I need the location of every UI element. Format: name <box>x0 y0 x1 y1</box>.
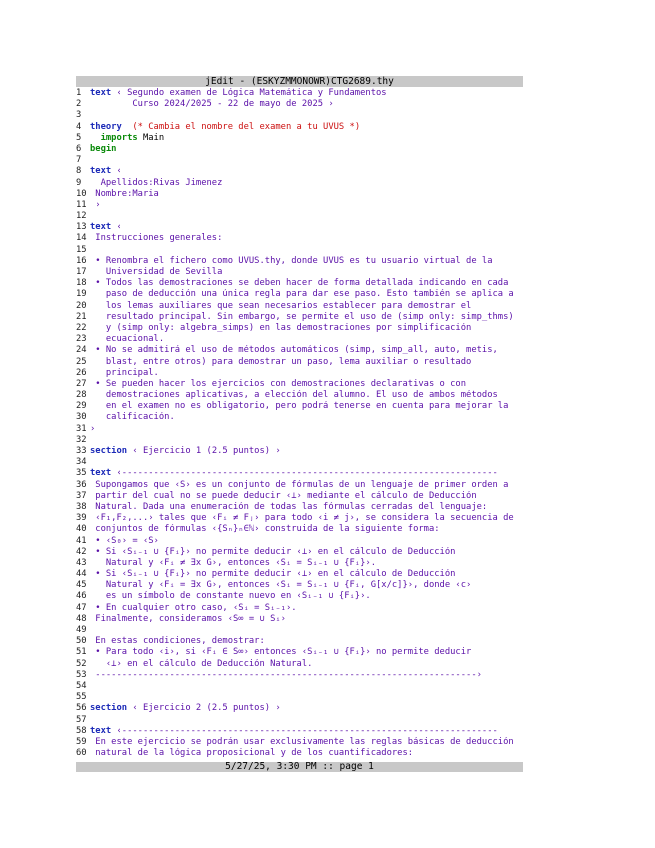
code-token: › <box>90 423 96 434</box>
code-token: • No se admitirá el uso de métodos automáticos (simp, simp_all, auto, metis, <box>90 345 498 356</box>
line-text <box>90 334 164 344</box>
line-text <box>90 278 508 288</box>
line-number: 20 <box>76 300 87 311</box>
code-token: Nombre:Maria <box>90 188 159 199</box>
line-text <box>90 323 471 333</box>
line-text <box>90 502 487 512</box>
code-line <box>76 536 523 547</box>
code-line <box>76 334 523 345</box>
line-text <box>90 614 286 624</box>
code-line <box>76 457 523 468</box>
line-number: 22 <box>76 322 87 333</box>
line-number: 42 <box>76 546 87 557</box>
code-token: ‹----------------------------------------------------------------------- <box>111 468 498 479</box>
line-number: 54 <box>76 680 87 691</box>
line-number: 33 <box>76 446 87 456</box>
line-number: 60 <box>76 748 87 759</box>
code-line <box>76 603 523 614</box>
code-token: ‹ <box>111 222 122 233</box>
line-number: 36 <box>76 479 87 490</box>
code-line <box>76 670 523 681</box>
code-token: resultado principal. Sin embargo, se permite el uso de (simp only: simp_thms) <box>90 311 514 322</box>
line-text <box>90 144 116 154</box>
line-text <box>90 424 95 434</box>
code-line <box>76 133 523 144</box>
code-token: Main <box>137 132 165 143</box>
line-number: 41 <box>76 535 87 546</box>
line-number: 52 <box>76 658 87 669</box>
code-token: • Si ‹Sᵢ₋₁ ∪ {Fᵢ}› no permite deducir ‹⊥› en el cálculo de Deducción <box>90 546 456 557</box>
code-line <box>76 614 523 625</box>
code-token: ‹ <box>111 166 122 177</box>
code-token: ‹ Segundo examen de Lógica Matemática y Fundamentos <box>111 88 387 98</box>
code-line <box>76 636 523 647</box>
code-token: blast, entre otros) para demostrar un paso, lema auxiliar o resultado <box>90 356 472 367</box>
code-line <box>76 569 523 580</box>
code-line <box>76 122 523 133</box>
line-text <box>90 256 493 266</box>
code-line <box>76 200 523 211</box>
line-number: 13 <box>76 222 87 233</box>
line-number: 16 <box>76 255 87 266</box>
line-text <box>90 524 440 534</box>
line-number: 44 <box>76 569 87 580</box>
line-number: 2 <box>76 99 82 110</box>
code-line <box>76 726 523 737</box>
line-text <box>90 390 498 400</box>
code-token: ‹----------------------------------------------------------------------- <box>111 725 498 736</box>
line-number: 43 <box>76 557 87 568</box>
page-footer: 5/27/25, 3:30 PM :: page 1 <box>76 762 523 772</box>
code-token: Supongamos que ‹S› es un conjunto de fórmulas de un lenguaje de primer orden a <box>90 479 509 490</box>
code-line <box>76 737 523 748</box>
code-token: ‹ Ejercicio 2 (2.5 puntos) › <box>127 703 281 714</box>
code-token: Apellidos:Rivas Jimenez <box>90 177 223 188</box>
code-token: Natural. Dada una enumeración de todas las fórmulas cerradas del lenguaje: <box>90 501 488 512</box>
code-line <box>76 480 523 491</box>
code-line <box>76 524 523 535</box>
code-token: • Se pueden hacer los ejercicios con demostraciones declarativas o con <box>90 378 467 389</box>
line-text <box>90 558 376 568</box>
line-text <box>90 468 498 478</box>
line-text <box>90 222 122 232</box>
window-title: jEdit - (ESKYZMMONOWR)CTG2689.thy <box>76 76 523 87</box>
code-line <box>76 659 523 670</box>
line-text <box>90 133 164 143</box>
code-line <box>76 547 523 558</box>
code-token: ------------------------------------------------------------------------› <box>90 669 482 680</box>
line-text <box>90 357 471 367</box>
code-line <box>76 312 523 323</box>
line-text <box>90 547 455 557</box>
line-number: 59 <box>76 736 87 747</box>
line-number: 6 <box>76 143 82 154</box>
code-token: begin <box>90 143 117 154</box>
line-number: 23 <box>76 334 87 345</box>
line-number: 56 <box>76 703 87 714</box>
line-number: 15 <box>76 244 87 255</box>
code-line <box>76 513 523 524</box>
code-line <box>76 424 523 435</box>
code-line <box>76 647 523 658</box>
line-text <box>90 178 222 188</box>
code-line <box>76 267 523 278</box>
code-token: demostraciones aplicativas, a elección del alumno. El uso de ambos métodos <box>90 390 498 401</box>
code-token: ‹ Ejercicio 1 (2.5 puntos) › <box>127 446 281 456</box>
code-token: es un símbolo de constante nuevo en ‹Sᵢ₋₁ ∪ {Fᵢ}›. <box>90 591 371 602</box>
line-number: 27 <box>76 378 87 389</box>
line-number: 14 <box>76 233 87 244</box>
line-text <box>90 748 413 758</box>
code-line <box>76 580 523 591</box>
code-line <box>76 166 523 177</box>
code-line <box>76 625 523 636</box>
line-text <box>90 726 498 736</box>
code-token: text <box>90 222 112 233</box>
line-number: 47 <box>76 602 87 613</box>
code-line <box>76 323 523 334</box>
line-number: 40 <box>76 524 87 535</box>
line-text <box>90 267 222 277</box>
code-token: Instrucciones generales: <box>90 233 223 244</box>
code-token: en el examen no es obligatorio, pero podrá tenerse en cuenta para mejorar la <box>90 401 509 412</box>
line-number: 30 <box>76 412 87 423</box>
line-number: 46 <box>76 591 87 602</box>
code-token: natural de la lógica proposicional y de los cuantificadores: <box>90 748 414 759</box>
line-number: 55 <box>76 692 87 703</box>
line-text <box>90 122 360 132</box>
line-number: 26 <box>76 367 87 378</box>
line-number: 37 <box>76 490 87 501</box>
line-text <box>90 368 159 378</box>
code-line <box>76 345 523 356</box>
code-token: Finalmente, consideramos ‹S∞ = ∪ Sᵢ› <box>90 613 286 624</box>
code-line <box>76 357 523 368</box>
line-number: 53 <box>76 669 87 680</box>
code-line <box>76 233 523 244</box>
line-text <box>90 569 455 579</box>
code-token: principal. <box>90 367 159 378</box>
line-number: 57 <box>76 714 87 725</box>
code-line <box>76 144 523 155</box>
line-number: 17 <box>76 267 87 277</box>
code-line <box>76 715 523 726</box>
line-number: 1 <box>76 88 82 98</box>
code-token: theory <box>90 121 122 132</box>
code-line <box>76 491 523 502</box>
code-token: ‹F₁,F₂,...› tales que ‹Fᵢ ≠ Fⱼ› para todo ‹i ≠ j›, se considera la secuencia de <box>90 513 514 524</box>
line-number: 51 <box>76 647 87 658</box>
code-line <box>76 289 523 300</box>
line-number: 21 <box>76 311 87 322</box>
line-text <box>90 580 471 590</box>
code-token: paso de deducción una única regla para dar ese paso. Esto también se aplica a <box>90 289 514 300</box>
code-token: Universidad de Sevilla <box>90 267 223 277</box>
code-token: Natural y ‹Fᵢ = ∃x G›, entonces ‹Sᵢ = Sᵢ₋₁ ∪ {Fᵢ, G[x/c]}›, donde ‹c› <box>90 580 472 591</box>
code-line <box>76 301 523 312</box>
line-number: 18 <box>76 278 87 289</box>
code-token: text <box>90 725 112 736</box>
line-number: 48 <box>76 613 87 624</box>
code-line <box>76 390 523 401</box>
line-text <box>90 670 482 680</box>
code-line <box>76 99 523 110</box>
code-token: conjuntos de fórmulas ‹{Sₙ}ₙ∈ℕ› construida de la siguiente forma: <box>90 524 440 535</box>
code-line <box>76 278 523 289</box>
code-token: Natural y ‹Fᵢ ≠ ∃x G›, entonces ‹Sᵢ = Sᵢ₋₁ ∪ {Fᵢ}›. <box>90 557 376 568</box>
line-text <box>90 99 334 109</box>
code-token: partir del cual no se puede deducir ‹⊥› mediante el cálculo de Deducción <box>90 490 477 501</box>
code-token: • Renombra el fichero como UVUS.thy, donde UVUS es tu usuario virtual de la <box>90 255 493 266</box>
line-text <box>90 301 471 311</box>
line-text <box>90 603 297 613</box>
code-token: › <box>90 199 101 210</box>
line-number: 58 <box>76 725 87 736</box>
line-text <box>90 703 281 713</box>
code-token: • Todos las demostraciones se deben hacer de forma detallada indicando en cada <box>90 278 509 289</box>
line-number: 3 <box>76 110 82 121</box>
code-line <box>76 591 523 602</box>
line-number: 29 <box>76 401 87 412</box>
line-text <box>90 591 371 601</box>
line-number: 11 <box>76 199 87 210</box>
code-token: text <box>90 468 112 479</box>
code-token: (* Cambia el nombre del examen a tu UVUS *) <box>121 121 361 132</box>
line-text <box>90 636 265 646</box>
line-number: 35 <box>76 468 87 479</box>
line-text <box>90 166 122 176</box>
code-token: En estas condiciones, demostrar: <box>90 636 265 647</box>
code-token: imports <box>90 132 138 143</box>
line-number: 32 <box>76 434 87 445</box>
line-number: 5 <box>76 132 82 143</box>
code-token: y (simp only: algebra_simps) en las demostraciones por simplificación <box>90 322 472 333</box>
line-number: 34 <box>76 457 87 468</box>
line-text <box>90 647 471 657</box>
code-line <box>76 88 523 99</box>
code-line <box>76 703 523 714</box>
code-line <box>76 412 523 423</box>
code-token: section <box>90 703 128 714</box>
code-line <box>76 110 523 121</box>
code-line <box>76 178 523 189</box>
line-number: 49 <box>76 625 87 635</box>
line-number: 28 <box>76 390 87 401</box>
line-number: 25 <box>76 356 87 367</box>
code-line <box>76 748 523 759</box>
line-number: 38 <box>76 501 87 512</box>
code-line <box>76 446 523 457</box>
line-text <box>90 480 508 490</box>
code-line <box>76 155 523 166</box>
line-number: 9 <box>76 177 82 188</box>
line-text <box>90 401 508 411</box>
line-text <box>90 446 281 456</box>
line-text <box>90 536 159 546</box>
code-line <box>76 681 523 692</box>
line-text <box>90 412 175 422</box>
code-token: • En cualquier otro caso, ‹Sᵢ = Sᵢ₋₁›. <box>90 602 297 613</box>
line-text <box>90 289 514 299</box>
line-text <box>90 379 466 389</box>
code-token: ecuacional. <box>90 334 165 345</box>
line-text <box>90 737 514 747</box>
code-token: section <box>90 446 128 456</box>
code-token: • ‹S₀› = ‹S› <box>90 535 159 546</box>
code-token: text <box>90 88 112 98</box>
line-number: 45 <box>76 580 87 591</box>
line-text <box>90 312 514 322</box>
line-number: 50 <box>76 636 87 647</box>
line-text <box>90 233 222 243</box>
line-text <box>90 513 514 523</box>
line-number: 7 <box>76 155 82 166</box>
code-line <box>76 379 523 390</box>
code-line <box>76 189 523 200</box>
code-token: text <box>90 166 112 177</box>
code-line <box>76 222 523 233</box>
line-number: 12 <box>76 211 87 222</box>
line-text <box>90 88 387 98</box>
line-text <box>90 200 101 210</box>
code-line <box>76 211 523 222</box>
code-line <box>76 502 523 513</box>
code-editor[interactable] <box>76 88 523 759</box>
code-token: ‹⊥› en el cálculo de Deducción Natural. <box>90 658 313 669</box>
code-line <box>76 468 523 479</box>
line-number: 19 <box>76 289 87 300</box>
line-number: 8 <box>76 166 82 177</box>
line-text <box>90 345 498 355</box>
line-text <box>90 491 477 501</box>
line-text <box>90 189 159 199</box>
code-token: • Si ‹Sᵢ₋₁ ∪ {Fᵢ}› no permite deducir ‹⊥› en el cálculo de Deducción <box>90 569 456 580</box>
code-line <box>76 401 523 412</box>
code-line <box>76 692 523 703</box>
line-number: 24 <box>76 345 87 356</box>
code-token: calificación. <box>90 412 175 423</box>
code-line <box>76 368 523 379</box>
line-number: 10 <box>76 188 87 199</box>
code-token: • Para todo ‹i›, si ‹Fᵢ ∈ S∞› entonces ‹Sᵢ₋₁ ∪ {Fᵢ}› no permite deducir <box>90 647 472 658</box>
code-line <box>76 245 523 256</box>
code-token: Curso 2024/2025 - 22 de mayo de 2025 › <box>90 99 334 110</box>
code-line <box>76 558 523 569</box>
code-line <box>76 435 523 446</box>
line-number: 31 <box>76 423 87 434</box>
code-line <box>76 256 523 267</box>
line-number: 39 <box>76 513 87 524</box>
code-token: los lemas auxiliares que sean necesarios establecer para demostrar el <box>90 300 472 311</box>
line-number: 4 <box>76 121 82 132</box>
line-text <box>90 659 312 669</box>
code-token: En este ejercicio se podrán usar exclusivamente las reglas básicas de deducción <box>90 736 514 747</box>
